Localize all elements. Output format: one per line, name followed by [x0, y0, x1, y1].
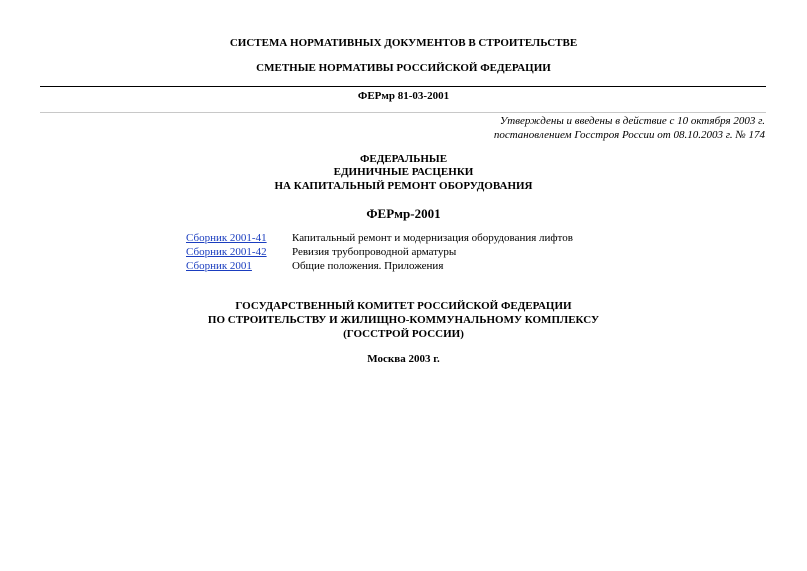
short-code-title: ФЕРмр-2001 [366, 206, 441, 221]
list-item [186, 231, 626, 245]
title-line-2: ЕДИНИЧНЫЕ РАСЦЕНКИ [333, 166, 474, 178]
collection-description: Ревизия трубопроводной арматуры [292, 246, 457, 258]
collection-description: Капитальный ремонт и модернизация оборудования лифтов [292, 232, 573, 244]
approval-line-2: постановлением Госстроя России от 08.10.2003 г. № 174 [493, 129, 765, 141]
collection-link[interactable]: Сборник 2001-42 [186, 246, 267, 258]
title-line-3: НА КАПИТАЛЬНЫЙ РЕМОНТ ОБОРУДОВАНИЯ [274, 180, 533, 192]
collection-description: Общие положения. Приложения [292, 260, 444, 272]
publisher-line-3: (ГОССТРОЙ РОССИИ) [343, 328, 464, 340]
system-title: СИСТЕМА НОРМАТИВНЫХ ДОКУМЕНТОВ В СТРОИТЕЛЬСТВЕ [229, 37, 578, 49]
publisher-line-2: ПО СТРОИТЕЛЬСТВУ И ЖИЛИЩНО-КОММУНАЛЬНОМУ КОМПЛЕКСУ [207, 314, 600, 326]
header-divider-light [40, 112, 766, 113]
document-code: ФЕРмр 81-03-2001 [357, 90, 450, 102]
collection-link[interactable]: Сборник 2001 [186, 260, 252, 272]
header-divider [40, 86, 766, 87]
list-item [186, 245, 626, 259]
city-year: Москва 2003 г. [367, 353, 440, 365]
norms-title: СМЕТНЫЕ НОРМАТИВЫ РОССИЙСКОЙ ФЕДЕРАЦИИ [256, 62, 551, 74]
publisher-line-1: ГОСУДАРСТВЕННЫЙ КОМИТЕТ РОССИЙСКОЙ ФЕДЕРАЦИИ [235, 300, 572, 312]
title-line-1: ФЕДЕРАЛЬНЫЕ [359, 153, 448, 165]
list-item [186, 259, 626, 273]
collection-link[interactable]: Сборник 2001-41 [186, 232, 267, 244]
approval-line-1: Утверждены и введены в действие с 10 октября 2003 г. [499, 115, 765, 127]
collections-list [186, 231, 626, 273]
